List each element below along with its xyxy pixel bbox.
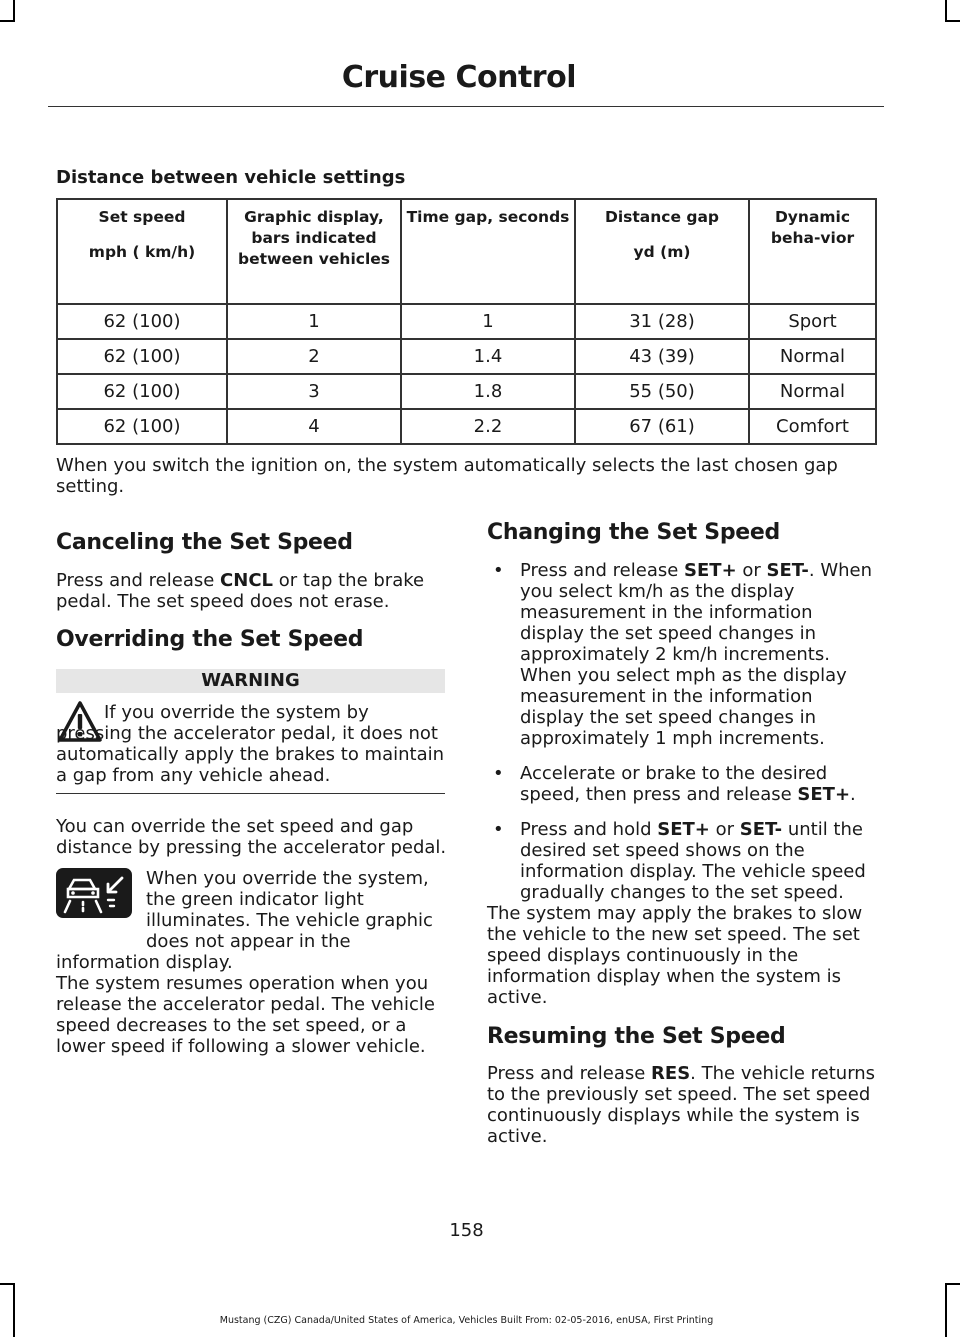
warning-divider (56, 793, 445, 794)
set-plus-key: SET+ (657, 819, 710, 840)
table-cell: 31 (28) (575, 304, 749, 339)
text-run: . (850, 784, 856, 805)
canceling-heading: Canceling the Set Speed (56, 530, 353, 555)
table-cell: 55 (50) (575, 374, 749, 409)
table-row (57, 339, 876, 374)
text-run: or tap the brake pedal. The set speed does not erase. (56, 570, 425, 612)
override-indicator-text: When you override the system, the green indicator light illuminates. The vehicle graphic does not appear in the information display. (56, 868, 433, 973)
table-cell: 2.2 (401, 409, 575, 444)
crop-mark (945, 20, 960, 22)
header-label: Graphic display, bars indicated between vehicles (238, 208, 390, 268)
table-cell: 1 (227, 304, 401, 339)
text-run: Press and release (487, 1063, 652, 1084)
table-cell: 2 (227, 339, 401, 374)
header-label: Time gap, seconds (406, 208, 570, 226)
table-cell: Normal (749, 339, 876, 374)
set-plus-key: SET+ (797, 784, 851, 805)
table-cell: 62 (100) (57, 339, 227, 374)
list-item (487, 763, 882, 805)
text-run: . The vehicle returns to the previously set speed. The set speed continuously displays while the system is active. (487, 1063, 876, 1147)
header-dynamic-behavior (749, 199, 876, 304)
list-item (487, 819, 882, 903)
override-indicator-paragraph (56, 868, 448, 973)
set-minus-key: SET- (766, 560, 809, 581)
crop-mark (945, 1283, 947, 1337)
table-cell: Comfort (749, 409, 876, 444)
table-row (57, 304, 876, 339)
page-title: Cruise Control (341, 60, 576, 95)
table-cell: 67 (61) (575, 409, 749, 444)
table-cell: Sport (749, 304, 876, 339)
table-row (57, 374, 876, 409)
table-cell: 4 (227, 409, 401, 444)
crop-mark (0, 1283, 15, 1285)
text-run: Accelerate or brake to the desired speed, then press and release (520, 763, 828, 805)
crop-mark (945, 0, 947, 22)
table-cell: 62 (100) (57, 304, 227, 339)
table-cell: 62 (100) (57, 409, 227, 444)
table-header-row (57, 199, 876, 304)
overriding-heading: Overriding the Set Speed (56, 627, 364, 652)
changing-bullet-list (487, 560, 882, 917)
title-divider (48, 106, 884, 107)
table-cell: 3 (227, 374, 401, 409)
text-run: Press and hold (520, 819, 658, 840)
table-cell: 1 (401, 304, 575, 339)
icon-spacer (56, 868, 146, 932)
header-set-speed (57, 199, 227, 304)
text-run: Press and release (520, 560, 685, 581)
header-distance-gap (575, 199, 749, 304)
header-time-gap (401, 199, 575, 304)
table-cell: 1.4 (401, 339, 575, 374)
cncl-key: CNCL (220, 570, 274, 591)
table-cell: 43 (39) (575, 339, 749, 374)
footer-line: Mustang (CZG) Canada/United States of America, Vehicles Built From: 02-05-2016, enUSA, First Printing (219, 1315, 714, 1326)
warning-label: WARNING (56, 669, 445, 693)
header-label: Dynamic beha-vior (770, 208, 855, 247)
resuming-heading: Resuming the Set Speed (487, 1024, 786, 1049)
text-run: . When you select km/h as the display measurement in the information display the set speed changes in approximately 2 km/h increments. When you select mph as the display measurement in the information display the set speed changes in approximately 1 mph increments. (520, 560, 873, 749)
crop-mark (945, 1283, 960, 1285)
list-item (487, 560, 882, 749)
intro-paragraph: When you switch the ignition on, the system automatically selects the last chosen gap setting. (56, 455, 838, 497)
override-paragraph: You can override the set speed and gap distance by pressing the accelerator pedal. (56, 816, 447, 858)
header-label: Set speed (98, 208, 186, 226)
text-run: or (736, 560, 767, 581)
header-unit: yd (m) (633, 243, 691, 261)
warning-text-run: If you override the system by pressing the accelerator pedal, it does not automatically apply the brakes to maintain a gap from any vehicle ahead. (56, 702, 445, 786)
header-unit: mph ( km/h) (88, 243, 196, 261)
header-label: Distance gap (604, 208, 720, 226)
changing-heading: Changing the Set Speed (487, 520, 780, 545)
table-cell: 62 (100) (57, 374, 227, 409)
canceling-paragraph (56, 570, 446, 612)
crop-mark (0, 20, 15, 22)
settings-table (56, 198, 877, 445)
page-number: 158 (449, 1220, 484, 1241)
text-run: or (709, 819, 740, 840)
table-caption: Distance between vehicle settings (56, 167, 406, 188)
text-run: Press and release (56, 570, 221, 591)
text-run: until the desired set speed shows on the information display. The vehicle speed gradually changes to the set speed. (520, 819, 866, 903)
set-plus-key: SET+ (684, 560, 737, 581)
header-graphic-display (227, 199, 401, 304)
res-key: RES (651, 1063, 691, 1084)
table-row (57, 409, 876, 444)
warning-text (56, 702, 448, 786)
resume-operation-paragraph: The system resumes operation when you release the accelerator pedal. The vehicle speed decreases to the set speed, or a lower speed if following a slower vehicle. (56, 973, 435, 1057)
changing-paragraph: The system may apply the brakes to slow the vehicle to the new set speed. The set speed displays continuously in the information display when the system is active. (487, 903, 863, 1008)
crop-mark (13, 1283, 15, 1337)
set-minus-key: SET- (739, 819, 783, 840)
table-cell: Normal (749, 374, 876, 409)
resuming-paragraph (487, 1063, 882, 1147)
crop-mark (13, 0, 15, 22)
table-cell: 1.8 (401, 374, 575, 409)
